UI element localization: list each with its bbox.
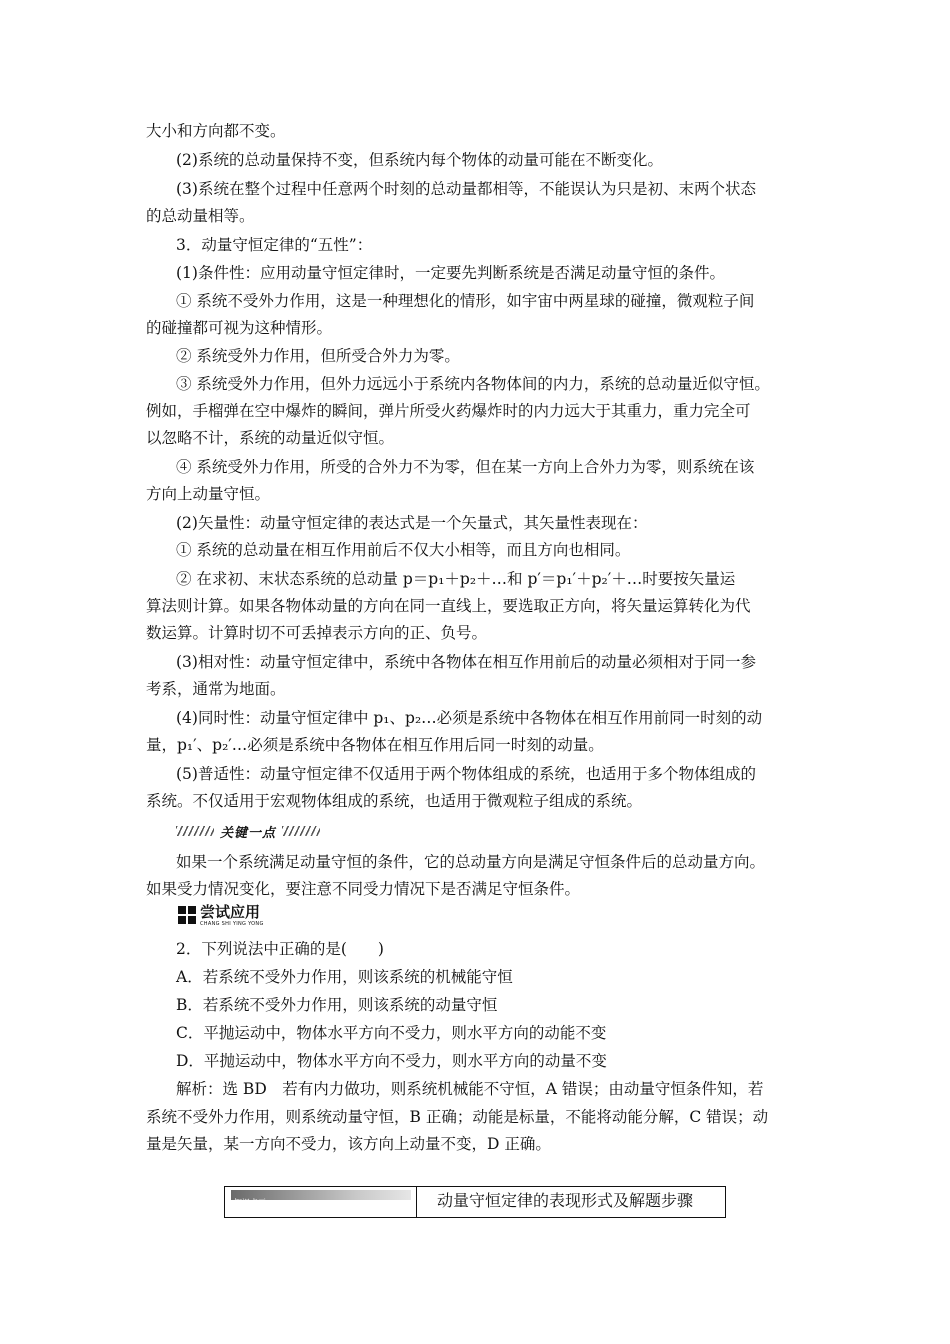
text-line: ② 系统受外力作用，但所受合外力为零。 xyxy=(176,347,460,365)
analysis-text: 系统不受外力作用，则系统动量守恒，B 正确；动能是标量，不能将动能分解，C 错误；动 xyxy=(146,1108,769,1126)
text-line: (3)系统在整个过程中任意两个时刻的总动量都相等，不能误认为只是初、末两个状态 xyxy=(176,180,756,198)
question-option: A．若系统不受外力作用，则该系统的机械能守恒 xyxy=(176,968,513,986)
text-line: (2)系统的总动量保持不变，但系统内每个物体的动量可能在不断变化。 xyxy=(176,151,663,169)
key-point-text: 如果受力情况变化，要注意不同受力情况下是否满足守恒条件。 xyxy=(146,880,581,898)
text-line: 系统。不仅适用于宏观物体组成的系统，也适用于微观粒子组成的系统。 xyxy=(146,792,643,810)
text-line: 方向上动量守恒。 xyxy=(146,485,271,503)
text-line: 3．动量守恒定律的“五性”： xyxy=(176,236,373,254)
try-apply-title: 尝试应用 xyxy=(200,903,261,921)
grid-icon xyxy=(178,906,196,924)
text-line: ④ 系统受外力作用，所受的合外力不为零，但在某一方向上合外力为零，则系统在该 xyxy=(176,458,755,476)
key-point-label: 关键一点 xyxy=(220,825,277,841)
try-apply-heading xyxy=(178,904,264,927)
text-line: (2)矢量性：动量守恒定律的表达式是一个矢量式，其矢量性表现在： xyxy=(176,514,648,532)
question-stem: 2．下列说法中正确的是( ) xyxy=(176,940,384,958)
hatch-decoration xyxy=(282,826,320,836)
text-line: 数运算。计算时切不可丢掉表示方向的正、负号。 xyxy=(146,624,488,642)
question-option: B．若系统不受外力作用，则该系统的动量守恒 xyxy=(176,996,498,1014)
text-line: 以忽略不计，系统的动量近似守恒。 xyxy=(146,429,395,447)
key-point-divider xyxy=(176,820,320,842)
knowledge-point-title: 动量守恒定律的表现形式及解题步骤 xyxy=(437,1191,694,1210)
text-line: 考系，通常为地面。 xyxy=(146,680,286,698)
text-line: ③ 系统受外力作用，但外力远远小于系统内各物体间的内力，系统的总动量近似守恒。 xyxy=(176,375,770,393)
text-line: 量，p₁′、p₂′…必须是系统中各物体在相互作用后同一时刻的动量。 xyxy=(146,736,604,754)
try-apply-subtitle: CHANG SHI YING YONG xyxy=(200,921,264,927)
question-option: C．平抛运动中，物体水平方向不受力，则水平方向的动能不变 xyxy=(176,1024,607,1042)
text-line: ② 在求初、末状态系统的总动量 p＝p₁＋p₂＋…和 p′＝p₁′＋p₂′＋…时要按矢量运 xyxy=(176,570,736,588)
text-line: 的碰撞都可视为这种情形。 xyxy=(146,319,333,337)
text-line: 算法则计算。如果各物体动量的方向在同一直线上，要选取正方向，将矢量运算转化为代 xyxy=(146,597,751,615)
key-point-text: 如果一个系统满足动量守恒的条件，它的总动量方向是满足守恒条件后的总动量方向。 xyxy=(176,853,766,871)
hatch-decoration xyxy=(176,826,214,836)
text-line: (4)同时性：动量守恒定律中 p₁、p₂…必须是系统中各物体在相互作用前同一时刻的动 xyxy=(176,709,763,727)
text-line: 大小和方向都不变。 xyxy=(146,122,286,140)
text-line: 例如，手榴弹在空中爆炸的瞬间，弹片所受火药爆炸时的内力远大于其重力，重力完全可 xyxy=(146,402,751,420)
text-line: (3)相对性：动量守恒定律中，系统中各物体在相互作用前后的动量必须相对于同一参 xyxy=(176,653,756,671)
knowledge-point-tag xyxy=(231,1190,411,1207)
text-line: (1)条件性：应用动量守恒定律时，一定要先判断系统是否满足动量守恒的条件。 xyxy=(176,264,725,282)
knowledge-point-tag-label: 知识点三 xyxy=(234,1198,266,1207)
text-line: ① 系统不受外力作用，这是一种理想化的情形，如宇宙中两星球的碰撞，微观粒子间 xyxy=(176,292,755,310)
knowledge-point-box xyxy=(224,1186,726,1218)
question-option: D．平抛运动中，物体水平方向不受力，则水平方向的动量不变 xyxy=(176,1052,607,1070)
text-line: (5)普适性：动量守恒定律不仅适用于两个物体组成的系统，也适用于多个物体组成的 xyxy=(176,765,756,783)
text-line: 的总动量相等。 xyxy=(146,207,255,225)
analysis-text: 解析：选 BD 若有内力做功，则系统机械能不守恒，A 错误；由动量守恒条件知，若 xyxy=(176,1080,764,1098)
analysis-text: 量是矢量，某一方向不受力，该方向上动量不变，D 正确。 xyxy=(146,1135,551,1153)
text-line: ① 系统的总动量在相互作用前后不仅大小相等，而且方向也相同。 xyxy=(176,541,631,559)
